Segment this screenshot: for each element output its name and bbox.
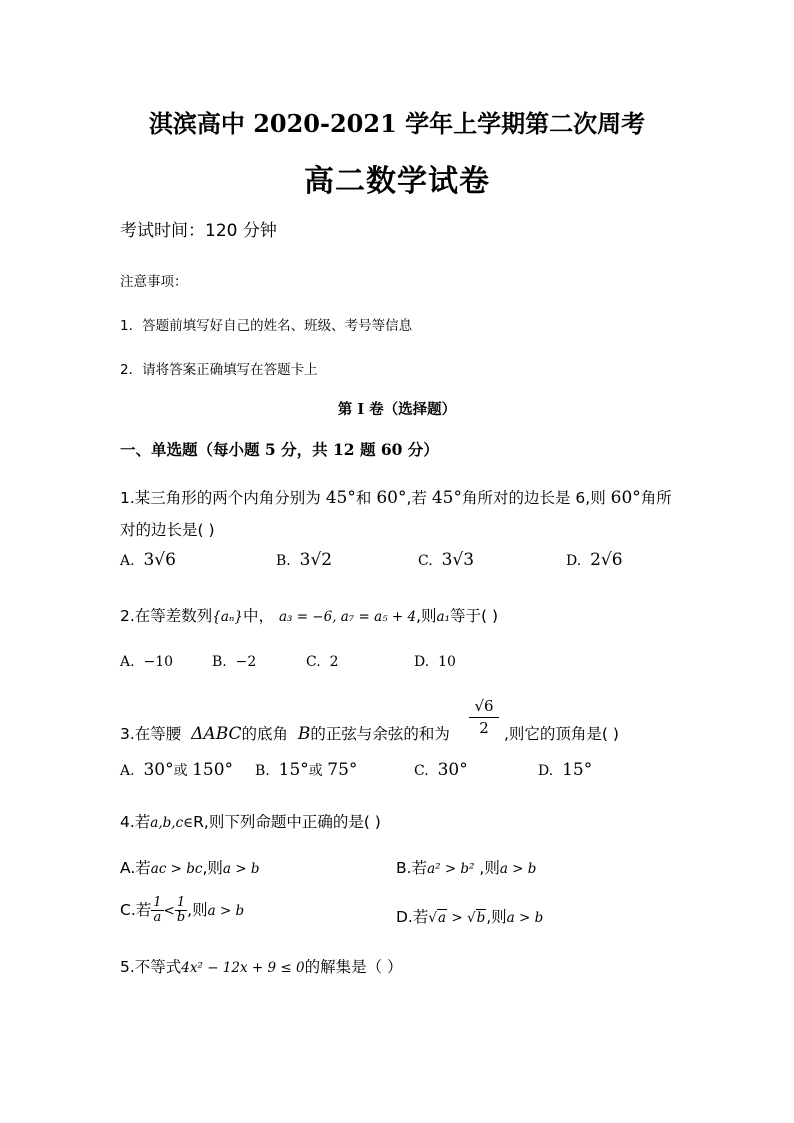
q1-text-4: 角所对的边长是 6,则 bbox=[461, 489, 606, 507]
q1-option-d bbox=[566, 550, 623, 570]
question-2 bbox=[120, 604, 498, 626]
q1-text-3: ,若 bbox=[406, 489, 427, 507]
option-conclusion: a > b bbox=[207, 903, 245, 919]
q5-text-1: 5.不等式 bbox=[120, 958, 182, 976]
question-5 bbox=[120, 955, 403, 977]
q5-expression: 4x² − 12x + 9 ≤ 0 bbox=[181, 960, 305, 976]
fraction-den: a bbox=[153, 910, 162, 925]
q1-text-5: 角所 bbox=[640, 489, 672, 507]
option-or: 或 bbox=[173, 763, 188, 779]
option-conclusion: a > b bbox=[506, 910, 544, 926]
question-4 bbox=[120, 810, 381, 832]
option-then: ,则 bbox=[187, 901, 208, 919]
option-value: 2 bbox=[329, 654, 339, 670]
q1-option-a bbox=[120, 550, 176, 570]
q2-option-d bbox=[414, 654, 456, 670]
option-label: C. bbox=[306, 654, 321, 670]
q3-option-c bbox=[414, 760, 468, 780]
section-title: 第 I 卷（选择题） bbox=[337, 401, 457, 418]
option-label: D. bbox=[566, 553, 582, 569]
option-label: B. bbox=[255, 763, 270, 779]
question-3 bbox=[120, 722, 450, 744]
q3-option-a bbox=[120, 760, 233, 780]
option-value: 3√2 bbox=[299, 550, 333, 570]
option-prefix: B.若 bbox=[396, 859, 428, 877]
q4-text-2: R,则下列命题中正确的是( ) bbox=[193, 813, 381, 831]
option-value-1: 30° bbox=[143, 760, 174, 780]
q3-text-4: ,则它的顶角是( ) bbox=[504, 725, 619, 743]
q3-triangle: ΔABC bbox=[191, 724, 242, 744]
radicand-a: a bbox=[437, 910, 447, 926]
question-1 bbox=[120, 486, 672, 508]
q1-option-b bbox=[276, 550, 332, 570]
fraction-1-over-a bbox=[151, 896, 163, 925]
option-value: −10 bbox=[143, 654, 174, 670]
q4-option-a bbox=[120, 856, 260, 878]
option-prefix: D.若 bbox=[396, 908, 429, 926]
q3-option-b bbox=[255, 760, 357, 780]
q2-option-c bbox=[306, 654, 339, 670]
option-value-1: 15° bbox=[562, 760, 593, 780]
q2-text-4: 等于( ) bbox=[450, 607, 499, 625]
option-conclusion: a > b bbox=[222, 861, 260, 877]
q3-option-d bbox=[538, 760, 592, 780]
q4-option-c bbox=[120, 896, 244, 925]
option-then: ,则 bbox=[202, 859, 223, 877]
q3-angle-b: B bbox=[297, 724, 311, 744]
note-item-1: 1．答题前填写好自己的姓名、班级、考号等信息 bbox=[120, 318, 413, 334]
radicand-b: b bbox=[476, 910, 486, 926]
option-value-2: 150° bbox=[192, 760, 234, 780]
q4-option-d bbox=[396, 905, 543, 927]
fraction-1-over-b bbox=[175, 896, 187, 925]
q2-condition: a₃ = −6, a₇ = a₅ + 4 bbox=[278, 609, 417, 625]
q3-text-1: 3.在等腰 bbox=[120, 725, 182, 743]
option-label: C. bbox=[414, 763, 429, 779]
q1-line-2: 对的边长是( ) bbox=[120, 521, 215, 539]
q4-vars: a,b,c∈ bbox=[150, 815, 194, 831]
q1-angle-45b: 45° bbox=[431, 488, 462, 508]
option-then: ,则 bbox=[474, 859, 500, 877]
q2-text-3: ,则 bbox=[416, 607, 437, 625]
option-label: B. bbox=[212, 654, 227, 670]
option-value-1: 30° bbox=[437, 760, 468, 780]
q3-text-3: 的正弦与余弦的和为 bbox=[310, 725, 450, 743]
exam-title: 淇滨高中 2020-2021 学年上学期第二次周考 bbox=[148, 109, 646, 138]
greater-than: > bbox=[447, 910, 467, 926]
fraction-den: b bbox=[176, 910, 186, 925]
q3-text-2: 的底角 bbox=[241, 725, 289, 743]
option-label: A. bbox=[120, 553, 135, 569]
q2-a1: a₁ bbox=[436, 609, 450, 625]
q1-angle-60: 60° bbox=[376, 488, 407, 508]
notes-heading: 注意事项： bbox=[120, 274, 188, 290]
option-label: C. bbox=[418, 553, 433, 569]
q1-text-2: 和 bbox=[355, 489, 372, 507]
option-label: D. bbox=[538, 763, 554, 779]
option-conclusion: a > b bbox=[499, 861, 537, 877]
q2-option-b bbox=[212, 654, 256, 670]
fraction-num: 1 bbox=[175, 896, 187, 911]
q1-option-c bbox=[418, 550, 474, 570]
q1-angle-60b: 60° bbox=[610, 488, 641, 508]
part-title: 一、单选题（每小题 5 分，共 12 题 60 分） bbox=[120, 440, 439, 459]
q2-text-1: 2.在等差数列 bbox=[120, 607, 213, 625]
option-math: a² > b² bbox=[427, 861, 475, 877]
option-or: 或 bbox=[308, 763, 323, 779]
q4-option-b bbox=[396, 856, 536, 878]
q3-fraction bbox=[469, 697, 499, 737]
option-value: 10 bbox=[438, 654, 456, 670]
option-value-1: 15° bbox=[278, 760, 309, 780]
sqrt-a: √a bbox=[428, 910, 447, 926]
option-value: −2 bbox=[235, 654, 257, 670]
option-math: ac > bc bbox=[150, 861, 203, 877]
q2-text-2: 中， bbox=[243, 607, 275, 625]
exam-subtitle: 高二数学试卷 bbox=[304, 164, 490, 199]
note-item-2: 2．请将答案正确填写在答题卡上 bbox=[120, 362, 318, 378]
exam-time: 考试时间：120 分钟 bbox=[120, 221, 277, 241]
less-than: < bbox=[163, 903, 175, 919]
option-label: B. bbox=[276, 553, 291, 569]
option-label: A. bbox=[120, 654, 135, 670]
option-label: D. bbox=[414, 654, 430, 670]
fraction-num: 1 bbox=[153, 895, 162, 910]
option-label: A. bbox=[120, 763, 135, 779]
option-prefix: A.若 bbox=[120, 859, 151, 877]
q1-angle-45: 45° bbox=[325, 488, 356, 508]
option-prefix: C.若 bbox=[120, 901, 152, 919]
q2-option-a bbox=[120, 654, 173, 670]
option-value: 2√6 bbox=[590, 550, 623, 570]
q5-text-2: 的解集是（ ） bbox=[304, 958, 403, 976]
q3-fraction-den: 2 bbox=[479, 719, 489, 737]
option-value-2: 75° bbox=[327, 760, 358, 780]
sqrt-b: √b bbox=[466, 910, 486, 926]
option-then: ,则 bbox=[486, 908, 507, 926]
q1-text-1: 1.某三角形的两个内角分别为 bbox=[120, 489, 321, 507]
q3-fraction-num: √6 bbox=[469, 697, 499, 718]
q4-text-1: 4.若 bbox=[120, 813, 151, 831]
q2-sequence: {aₙ} bbox=[212, 609, 243, 625]
option-value: 3√6 bbox=[143, 550, 176, 570]
option-value: 3√3 bbox=[441, 550, 475, 570]
